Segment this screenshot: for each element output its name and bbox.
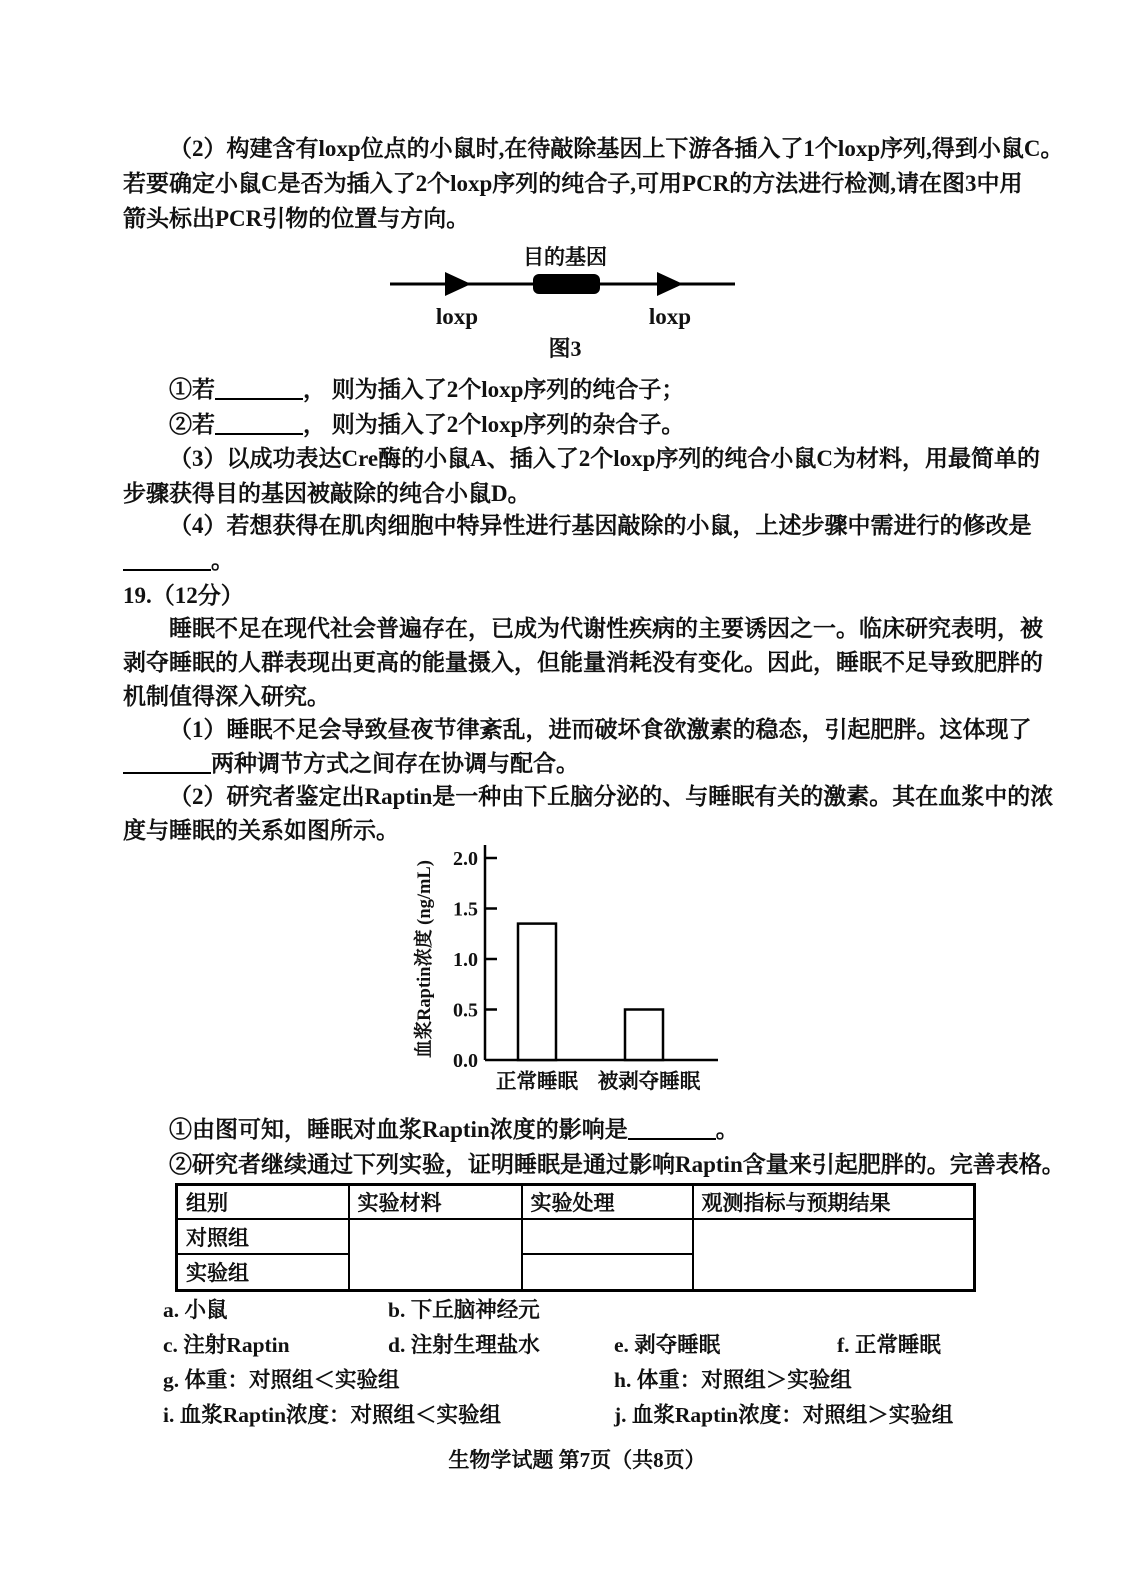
cell-material-merged (349, 1219, 522, 1290)
x-category-label-deprived: 被剥夺睡眠 (597, 1071, 701, 1093)
option-d: d. 注射生理盐水 (388, 1333, 540, 1357)
loxp-arrow-right-icon (657, 272, 683, 296)
q18-part4-suffix: 。 (211, 548, 234, 573)
q19-item1-pre: ①由图可知，睡眠对血浆Raptin浓度的影响是 (169, 1117, 628, 1142)
option-e: e. 剥夺睡眠 (614, 1333, 721, 1357)
q19-part1-line2 (123, 746, 1031, 781)
answer-blank (215, 398, 303, 400)
answer-blank (123, 772, 211, 774)
q18-part2-line3: 箭头标出PCR引物的位置与方向。 (123, 206, 470, 231)
header-result: 观测指标与预期结果 (693, 1185, 975, 1220)
q18-part4-blank-line (123, 543, 1031, 578)
q18-item1-pre: ①若 (169, 377, 215, 402)
page-footer: 生物学试题 第7页（共8页） (448, 1448, 706, 1472)
header-material: 实验材料 (349, 1185, 522, 1220)
option-a: a. 小鼠 (163, 1298, 228, 1322)
header-group: 组别 (177, 1185, 349, 1220)
chart-y-axis-label: 血浆Raptin浓度 (ng/mL) (415, 860, 435, 1058)
cell-result-merged (693, 1219, 975, 1290)
option-f: f. 正常睡眠 (837, 1333, 941, 1357)
option-c: c. 注射Raptin (163, 1333, 290, 1357)
figure3-loxp-diagram (385, 242, 745, 334)
q18-part2-line2: 若要确定小鼠C是否为插入了2个loxp序列的纯合子,可用PCR的方法进行检测,请在图3中用 (123, 171, 1023, 196)
row-label-control: 对照组 (177, 1219, 349, 1254)
target-gene-box (533, 274, 600, 294)
loxp-left-label: loxp (435, 304, 479, 329)
option-h: h. 体重：对照组＞实验组 (614, 1368, 852, 1392)
figure3-caption: 图3 (548, 336, 582, 361)
q19-number: 19.（12分） (123, 583, 244, 608)
q19-item1 (123, 1112, 1077, 1147)
y-tick-label: 2.0 (453, 848, 478, 870)
table-header-row (177, 1185, 975, 1220)
q18-item2-post: ， 则为插入了2个loxp序列的杂合子。 (303, 412, 685, 437)
row-label-experimental: 实验组 (177, 1254, 349, 1290)
bar-sleep-deprived (625, 1010, 663, 1061)
q18-part3-line2: 步骤获得目的基因被敲除的纯合小鼠D。 (123, 481, 531, 506)
q19-part2-line1: （2）研究者鉴定出Raptin是一种由下丘脑分泌的、与睡眠有关的激素。其在血浆中的浓 (169, 784, 1054, 809)
x-category-label-normal: 正常睡眠 (496, 1071, 578, 1093)
q19-part1-line2-text: 两种调节方式之间存在协调与配合。 (211, 751, 579, 776)
y-tick-label: 0.5 (453, 999, 478, 1022)
q18-item2 (123, 407, 1077, 442)
option-g: g. 体重：对照组＜实验组 (163, 1368, 400, 1392)
q18-item2-pre: ②若 (169, 412, 215, 437)
q19-part1-line1: （1）睡眠不足会导致昼夜节律紊乱，进而破坏食欲激素的稳态，引起肥胖。这体现了 (169, 717, 1032, 742)
q19-intro-line2: 剥夺睡眠的人群表现出更高的能量摄入，但能量消耗没有变化。因此，睡眠不足导致肥胖的 (123, 650, 1043, 675)
y-tick-label: 1.0 (453, 949, 478, 971)
q19-intro-line1: 睡眠不足在现代社会普遍存在，已成为代谢性疾病的主要诱因之一。临床研究表明，被 (169, 616, 1043, 641)
experiment-table (175, 1183, 976, 1292)
option-j: j. 血浆Raptin浓度：对照组＞实验组 (614, 1403, 954, 1427)
q18-part4-line1: （4）若想获得在肌肉细胞中特异性进行基因敲除的小鼠，上述步骤中需进行的修改是 (169, 513, 1032, 538)
loxp-right-label: loxp (648, 304, 692, 329)
option-i: i. 血浆Raptin浓度：对照组＜实验组 (163, 1403, 502, 1427)
loxp-arrow-left-icon (445, 272, 471, 296)
raptin-bar-chart (400, 826, 735, 1104)
answer-blank (123, 569, 211, 571)
q18-item1-post: ， 则为插入了2个loxp序列的纯合子； (303, 377, 685, 402)
target-gene-label: 目的基因 (523, 245, 607, 269)
q18-part2-line1: （2）构建含有loxp位点的小鼠时,在待敲除基因上下游各插入了1个loxp序列,得到小鼠C。 (169, 136, 1064, 161)
y-tick-label: 0.0 (453, 1050, 478, 1072)
option-b: b. 下丘脑神经元 (388, 1298, 540, 1322)
q19-item1-post: 。 (715, 1117, 739, 1142)
q19-part2-line2: 度与睡眠的关系如图所示。 (123, 818, 399, 843)
q19-intro-line3: 机制值得深入研究。 (123, 684, 330, 709)
header-treatment: 实验处理 (522, 1185, 693, 1220)
cell-treatment-experimental (522, 1254, 693, 1290)
table-row-control (177, 1219, 975, 1254)
y-tick-label: 1.5 (453, 898, 478, 921)
cell-treatment-control (522, 1219, 693, 1254)
bar-normal-sleep (518, 924, 556, 1060)
q19-item2: ②研究者继续通过下列实验，证明睡眠是通过影响Raptin含量来引起肥胖的。完善表格。 (169, 1152, 1065, 1177)
q18-item1 (123, 372, 1077, 407)
q18-part3-line1: （3）以成功表达Cre酶的小鼠A、插入了2个loxp序列的纯合小鼠C为材料，用最简单的 (169, 446, 1041, 471)
answer-blank (628, 1138, 716, 1140)
answer-blank (215, 433, 303, 435)
